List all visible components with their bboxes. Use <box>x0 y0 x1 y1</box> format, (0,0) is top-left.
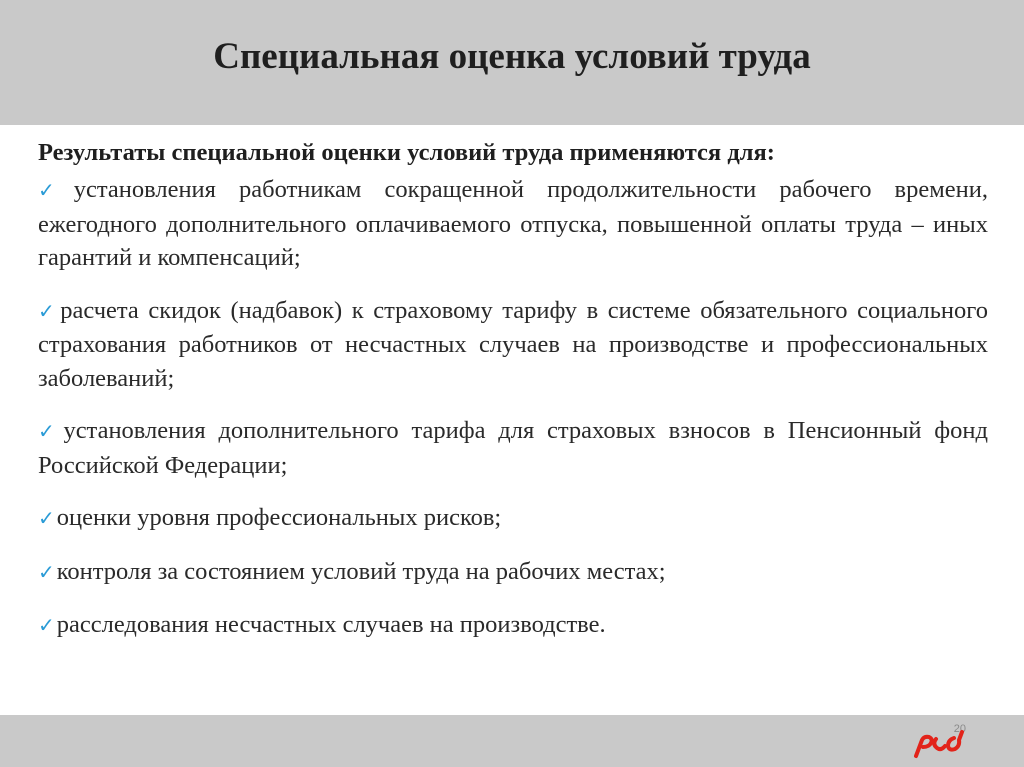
checkmark-icon: ✓ <box>38 419 62 443</box>
rzd-logo-icon <box>910 728 968 760</box>
list-item <box>38 501 988 536</box>
lead-text: Результаты специальной оценки условий труда применяются для: <box>38 139 775 166</box>
checkmark-icon: ✓ <box>38 613 55 637</box>
list-item <box>38 294 988 396</box>
list-item <box>38 555 988 590</box>
page-number: 20 <box>953 723 966 735</box>
slide-footer <box>0 715 1024 767</box>
slide-body <box>38 136 988 662</box>
checkmark-icon: ✓ <box>38 298 59 323</box>
list-item <box>38 173 988 275</box>
list-item <box>38 414 988 482</box>
slide-header <box>0 0 1024 125</box>
checkmark-icon: ✓ <box>38 178 72 202</box>
list-item-text: расследования несчастных случаев на производстве. <box>56 611 606 638</box>
checkmark-icon: ✓ <box>38 506 55 530</box>
list-item-text: оценки уровня профессиональных рисков; <box>56 504 502 531</box>
list-item-text: установления дополнительного тарифа для страховых взносов в Пенсионный фонд Российской Федерации; <box>38 417 988 479</box>
checkmark-icon: ✓ <box>38 559 55 584</box>
list-item-text: расчета скидок (надбавок) к страховому тарифу в системе обязательного социального страхования работников от несчастных случаев на производстве и профессиональных заболеваний; <box>38 296 988 392</box>
list-item <box>38 608 988 643</box>
list-item-text: установления работникам сокращенной продолжительности рабочего времени, ежегодного дополнительного оплачиваемого отпуска, повышенной оплаты труда – иных гарантий и компенсаций; <box>38 176 988 271</box>
list-item-text: контроля за состоянием условий труда на рабочих местах; <box>56 557 666 585</box>
slide-title: Специальная оценка условий труда <box>213 36 811 77</box>
